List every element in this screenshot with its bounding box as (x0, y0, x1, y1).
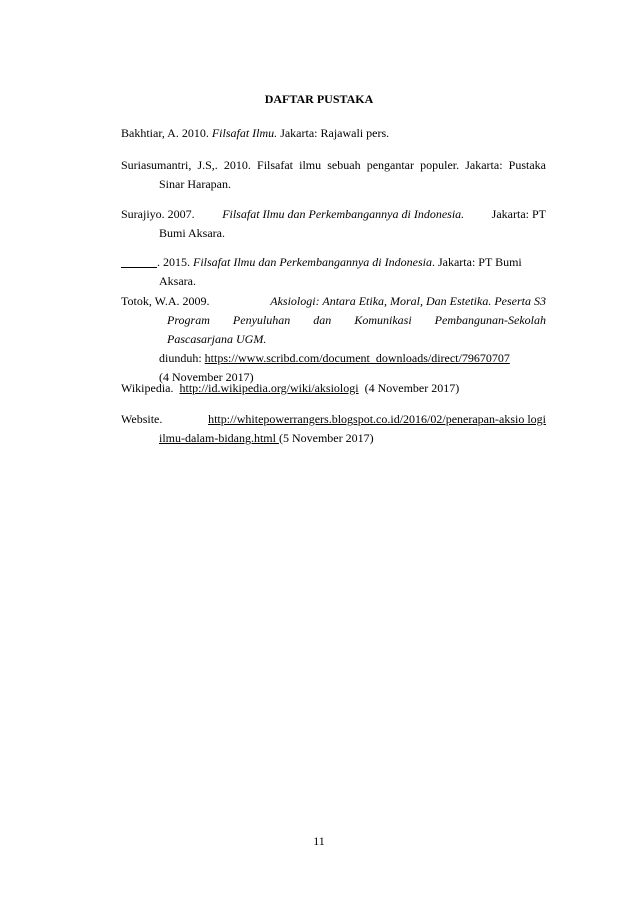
page-title: DAFTAR PUSTAKA (264, 92, 374, 106)
ref-access-date: (4 November 2017) (364, 381, 460, 395)
ref-author: Surajiyo. 2007. (121, 207, 195, 221)
ref-author-blank: ______ (121, 255, 157, 269)
ref-publisher: Jakarta: Rajawali pers. (280, 126, 390, 140)
reference-wikipedia (121, 379, 546, 398)
ref-access-date: (5 November 2017) (278, 431, 374, 445)
ref-line: Sinar Harapan. (159, 177, 231, 191)
ref-year: . 2015. (157, 255, 190, 269)
ref-title-line: Program Penyuluhan dan Komunikasi Pembangunan-Sekolah (167, 313, 546, 327)
reference-website (121, 410, 546, 448)
reference-suriasumantri (121, 156, 546, 194)
ref-publisher: Jakarta: PT (491, 207, 546, 221)
ref-book-title: Filsafat Ilmu. (211, 126, 278, 140)
ref-book-title: Filsafat Ilmu dan Perkembangannya di Indonesia (193, 255, 432, 269)
page-number: 11 (313, 834, 325, 848)
ref-book-title: Filsafat Ilmu dan Perkembangannya di Indonesia. (222, 207, 465, 221)
ref-access-date: (4 November 2017) (159, 370, 254, 384)
ref-line: Bumi Aksara. (159, 226, 225, 240)
ref-download-link[interactable]: https://www.scribd.com/document_downloads/direct/79670707 (204, 351, 510, 365)
ref-source-label: Website. (121, 412, 163, 426)
reference-surajiyo-2007 (121, 205, 546, 243)
ref-title-line: Pascasarjana UGM. (167, 332, 267, 346)
ref-line: Aksara. (159, 274, 196, 288)
reference-bakhtiar (121, 124, 546, 143)
ref-link[interactable]: http://id.wikipedia.org/wiki/aksiologi (179, 381, 359, 395)
ref-line: Suriasumantri, J.S,. 2010. Filsafat ilmu sebuah pengantar populer. Jakarta: Pustaka (121, 158, 546, 172)
ref-download-label: diunduh: (159, 351, 202, 365)
reference-surajiyo-2015 (121, 253, 546, 291)
ref-source-label: Wikipedia. (121, 381, 174, 395)
ref-title-line: Aksiologi: Antara Etika, Moral, Dan Estetika. Peserta S3 (270, 294, 546, 308)
reference-totok (121, 292, 546, 387)
ref-link-continued[interactable]: ilmu-dalam-bidang.html (159, 431, 279, 445)
ref-author: Bakhtiar, A. 2010. (121, 126, 209, 140)
ref-author: Totok, W.A. 2009. (121, 294, 210, 308)
ref-link[interactable]: http://whitepowerrangers.blogspot.co.id/2016/02/penerapan-aksio logi (208, 412, 546, 426)
ref-publisher: . Jakarta: PT Bumi (431, 255, 522, 269)
